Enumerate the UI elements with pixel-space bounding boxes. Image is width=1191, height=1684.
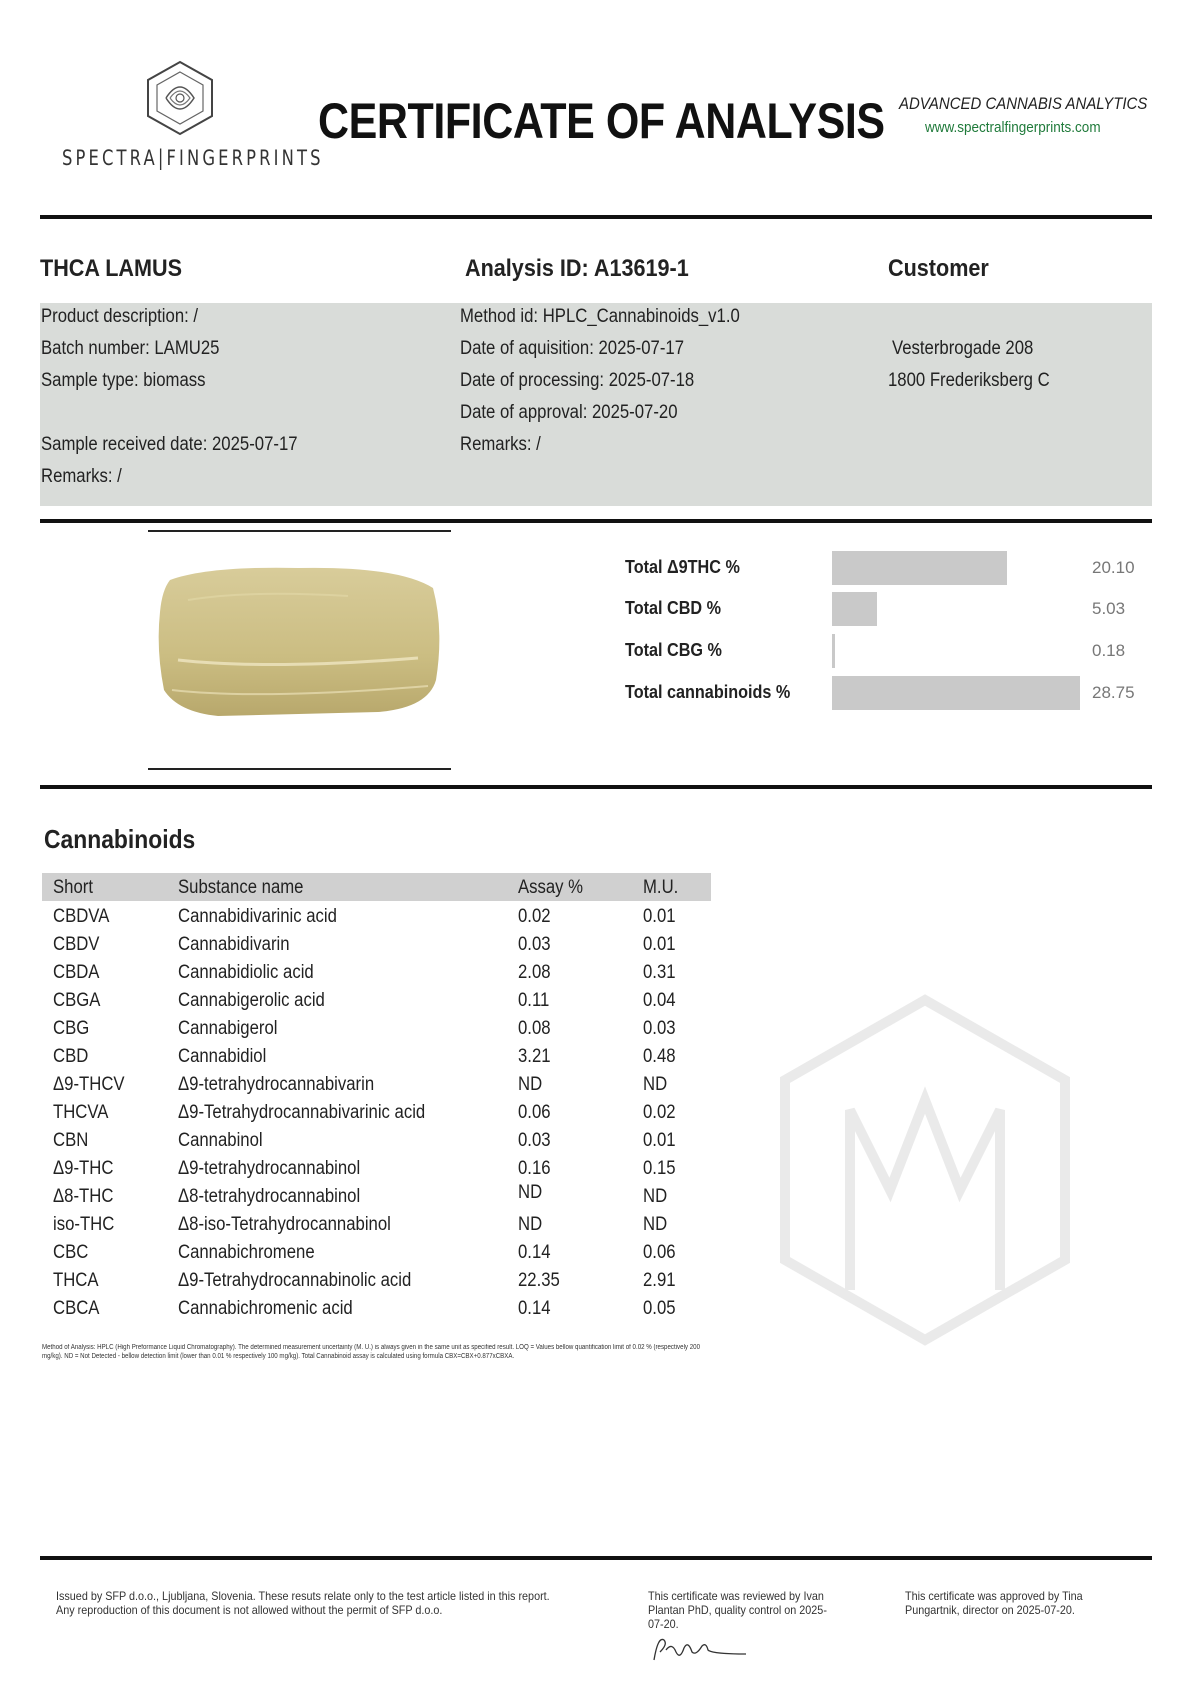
- cell-mu: 0.01: [643, 906, 676, 927]
- cell-short: CBDV: [53, 934, 100, 955]
- table-header-row: [42, 873, 711, 901]
- header-mu: M.U.: [643, 877, 679, 898]
- company-tagline: ADVANCED CANNABIS ANALYTICS: [899, 94, 1148, 113]
- summary-value-total: 28.75: [1092, 683, 1135, 702]
- cell-mu: 0.03: [643, 1018, 676, 1039]
- analysis-id: Analysis ID: A13619-1: [465, 255, 689, 282]
- sample-remarks: Remarks: /: [41, 466, 122, 487]
- header-substance-name: Substance name: [178, 877, 304, 898]
- summary-label-cbd: Total CBD %: [625, 598, 722, 618]
- cell-mu: 0.02: [643, 1102, 676, 1123]
- cell-assay: 0.03: [518, 1130, 551, 1151]
- cell-short: THCA: [53, 1270, 99, 1291]
- product-photo: [148, 540, 451, 762]
- cell-assay: 0.16: [518, 1158, 551, 1179]
- cell-substance: Δ8-iso-Tetrahydrocannabinol: [178, 1214, 391, 1235]
- summary-value-cbd: 5.03: [1092, 599, 1126, 618]
- cell-short: Δ9-THCV: [53, 1074, 125, 1095]
- summary-bar-cbg: [832, 634, 835, 668]
- cell-assay: ND: [518, 1214, 543, 1235]
- cell-short: CBCA: [53, 1298, 100, 1319]
- header-short: Short: [53, 877, 93, 898]
- header-divider: [40, 215, 1152, 219]
- cell-assay: 0.03: [518, 934, 551, 955]
- summary-label-total: Total cannabinoids %: [625, 682, 791, 702]
- summary-label-thc: Total Δ9THC %: [625, 557, 740, 577]
- date-of-approval: Date of approval: 2025-07-20: [460, 402, 678, 423]
- company-url[interactable]: www.spectralfingerprints.com: [925, 119, 1101, 136]
- signature-icon: [650, 1630, 750, 1670]
- cell-substance: Cannabidiolic acid: [178, 962, 314, 983]
- cell-short: CBDVA: [53, 906, 110, 927]
- cell-short: Δ9-THC: [53, 1158, 114, 1179]
- cell-mu: 0.31: [643, 962, 676, 983]
- cell-substance: Δ9-Tetrahydrocannabivarinic acid: [178, 1102, 426, 1123]
- cell-short: iso-THC: [53, 1214, 115, 1235]
- cell-substance: Δ8-tetrahydrocannabinol: [178, 1186, 361, 1207]
- cell-assay: 0.14: [518, 1298, 551, 1319]
- summary-label-cbg: Total CBG %: [625, 640, 722, 660]
- cell-assay: 3.21: [518, 1046, 551, 1067]
- cell-short: Δ8-THC: [53, 1186, 114, 1207]
- date-of-acquisition: Date of aquisition: 2025-07-17: [460, 338, 685, 359]
- summary-bar-total: [832, 676, 1080, 710]
- cell-assay: 0.06: [518, 1102, 551, 1123]
- summary-value-thc: 20.10: [1092, 558, 1135, 577]
- date-of-processing: Date of processing: 2025-07-18: [460, 370, 695, 391]
- cell-substance: Cannabichromenic acid: [178, 1298, 353, 1319]
- cell-mu: ND: [643, 1186, 668, 1207]
- cell-mu: 0.01: [643, 934, 676, 955]
- cell-substance: Δ9-tetrahydrocannabivarin: [178, 1074, 375, 1095]
- watermark-logo: [770, 990, 1080, 1350]
- summary-divider: [40, 785, 1152, 789]
- method-id: Method id: HPLC_Cannabinoids_v1.0: [460, 306, 740, 327]
- cell-assay: 0.11: [518, 990, 550, 1011]
- product-description: Product description: /: [41, 306, 199, 327]
- cell-mu: 0.04: [643, 990, 676, 1011]
- cell-short: CBD: [53, 1046, 89, 1067]
- cell-assay: 0.02: [518, 906, 551, 927]
- cell-mu: 0.05: [643, 1298, 676, 1319]
- cell-assay: 22.35: [518, 1270, 560, 1291]
- cell-mu: 0.48: [643, 1046, 676, 1067]
- cell-mu: 2.91: [643, 1270, 676, 1291]
- document-title: CERTIFICATE OF ANALYSIS: [318, 93, 885, 149]
- reviewer-signature: [650, 1630, 750, 1670]
- cell-substance: Cannabinol: [178, 1130, 263, 1151]
- cell-substance: Cannabidivarin: [178, 934, 290, 955]
- cell-substance: Δ9-Tetrahydrocannabinolic acid: [178, 1270, 412, 1291]
- sample-type: Sample type: biomass: [41, 370, 206, 391]
- cell-mu: 0.06: [643, 1242, 676, 1263]
- cell-substance: Cannabigerol: [178, 1018, 278, 1039]
- customer-address-line2: 1800 Frederiksberg C: [888, 370, 1050, 391]
- watermark-icon: [770, 990, 1080, 1350]
- product-name: THCA LAMUS: [40, 255, 182, 282]
- cell-mu: ND: [643, 1074, 668, 1095]
- cannabinoids-title: Cannabinoids: [44, 824, 196, 854]
- customer-heading: Customer: [888, 255, 989, 282]
- summary-value-cbg: 0.18: [1092, 641, 1126, 660]
- summary-bar-thc: [832, 551, 1007, 585]
- cell-short: CBN: [53, 1130, 89, 1151]
- cell-assay: 2.08: [518, 962, 551, 983]
- info-divider: [40, 519, 1152, 523]
- batch-number: Batch number: LAMU25: [41, 338, 220, 359]
- image-top-rule: [148, 530, 451, 532]
- logo-text: SPECTRA|FINGERPRINTS: [62, 146, 324, 170]
- cell-assay: 0.08: [518, 1018, 551, 1039]
- method-footnote: Method of Analysis: HPLC (High Preformance Liquid Chromatography). The determined measurement uncertainty (M. U.) is always given in the same unit as specified result. LOQ = Values bellow quantification limit of 0.02 % (respectively 200 mg/kg). ND = Not Detected - bellow detection limit (lower than 0.01 % respectively 100 mg/kg). Total Cannabinoid assay is calculated using formula CBX=CBX+0.877xCBXA.: [42, 1344, 701, 1360]
- image-bottom-rule: [148, 768, 451, 770]
- cell-mu: 0.15: [643, 1158, 676, 1179]
- cell-assay: ND: [518, 1074, 543, 1095]
- customer-address-line1: Vesterbrogade 208: [892, 338, 1034, 359]
- sample-received-date: Sample received date: 2025-07-17: [41, 434, 298, 455]
- cell-substance: Δ9-tetrahydrocannabinol: [178, 1158, 361, 1179]
- company-logo: [140, 58, 220, 138]
- issued-by-note: Issued by SFP d.o.o., Ljubljana, Slovenia. These resuts relate only to the test article listed in this report. Any reproduction of this document is not allowed without the permit of SFP d.o.o.: [56, 1589, 550, 1617]
- cell-short: CBDA: [53, 962, 100, 983]
- sample-image-icon: [148, 540, 451, 762]
- cell-assay: 0.14: [518, 1242, 551, 1263]
- cell-short: CBGA: [53, 990, 101, 1011]
- summary-bar-cbd: [832, 592, 877, 626]
- footer-divider: [40, 1556, 1152, 1560]
- cell-short: THCVA: [53, 1102, 109, 1123]
- reviewed-by-note: This certificate was reviewed by Ivan Plantan PhD, quality control on 2025-07-20.: [648, 1589, 827, 1631]
- logo-mark-icon: [140, 58, 220, 138]
- cell-short: CBC: [53, 1242, 89, 1263]
- approved-by-note: This certificate was approved by Tina Pungartnik, director on 2025-07-20.: [905, 1589, 1083, 1617]
- cell-mu: ND: [643, 1214, 668, 1235]
- cell-substance: Cannabidiol: [178, 1046, 267, 1067]
- cell-substance: Cannabichromene: [178, 1242, 315, 1263]
- cell-substance: Cannabigerolic acid: [178, 990, 325, 1011]
- cell-short: CBG: [53, 1018, 90, 1039]
- cell-assay: ND: [518, 1182, 543, 1203]
- method-remarks: Remarks: /: [460, 434, 541, 455]
- cell-mu: 0.01: [643, 1130, 676, 1151]
- header-assay: Assay %: [518, 877, 584, 898]
- cell-substance: Cannabidivarinic acid: [178, 906, 337, 927]
